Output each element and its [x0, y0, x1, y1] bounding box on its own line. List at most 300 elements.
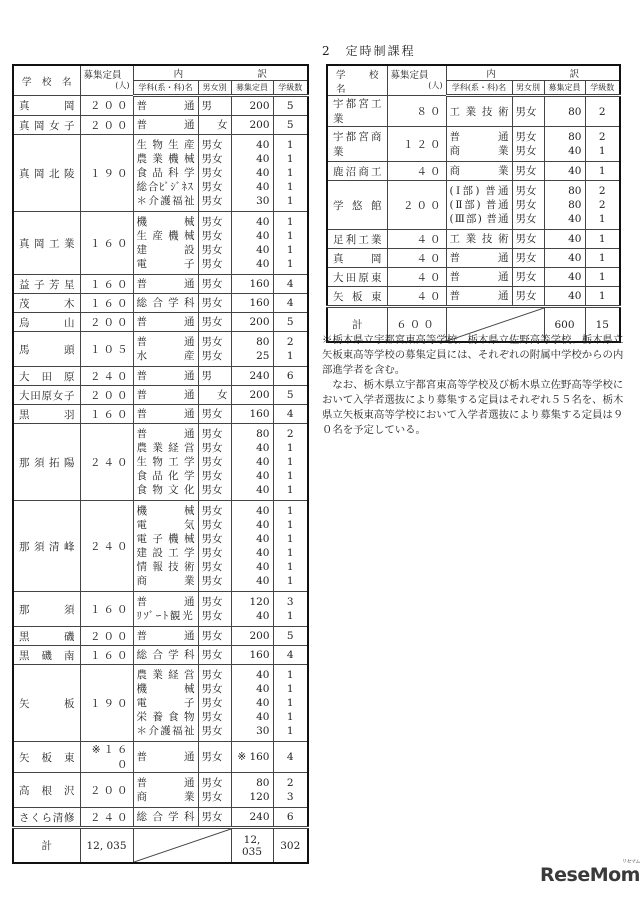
- total-label: 計: [327, 307, 387, 343]
- gender: 男女: [201, 610, 223, 622]
- dept-quota: 160: [249, 297, 270, 309]
- class-count: 1: [286, 470, 294, 482]
- dept-name-cell: [133, 424, 198, 501]
- header-breakdown-right: 訳: [257, 69, 267, 80]
- gender: 男女: [201, 697, 223, 709]
- school-capacity: ２００: [80, 313, 133, 332]
- dept-quota: 40: [568, 233, 582, 245]
- dept-name: 普通: [136, 119, 195, 131]
- gender: 男女: [201, 575, 223, 587]
- full-time-table: [12, 64, 309, 864]
- dept-name-cell: [133, 808, 198, 828]
- dept-name: 水産: [136, 350, 195, 362]
- class-count: 1: [598, 145, 606, 157]
- dept-name: 商業: [136, 575, 195, 587]
- school-name: 大田原女子: [13, 386, 80, 405]
- gender: 男女: [201, 811, 223, 823]
- dept-name: 電子: [136, 258, 195, 270]
- table-row: [327, 268, 620, 287]
- school-capacity: ２４０: [80, 501, 133, 592]
- class-count: 1: [286, 456, 294, 468]
- class-count: 1: [286, 216, 294, 228]
- class-count: 5: [286, 389, 294, 401]
- header-gender: 男女別: [198, 81, 231, 96]
- table-row: [13, 275, 308, 294]
- school-capacity: １６０: [80, 212, 133, 275]
- gender: 男女: [201, 408, 223, 420]
- dept-quota-cell: [231, 742, 273, 773]
- gender: 男女: [201, 139, 223, 151]
- dept-quota: 120: [249, 791, 270, 803]
- gender: 男女: [201, 258, 223, 270]
- class-count: 1: [598, 290, 606, 302]
- table-row: [13, 332, 308, 367]
- dept-name: 普通: [136, 630, 195, 642]
- gender: 男女: [515, 271, 537, 283]
- gender-cell: [198, 386, 231, 405]
- dept-name: 普通: [136, 278, 195, 290]
- dept-name: 総合学科: [136, 297, 195, 309]
- dept-quota-cell: [544, 181, 585, 230]
- dept-name: 普通: [449, 271, 509, 283]
- header-classes: 学級数: [585, 81, 620, 96]
- school-capacity: ２００: [80, 773, 133, 808]
- dept-name: ﾘｿﾞｰﾄ観光: [136, 610, 195, 622]
- dept-name-cell: [133, 367, 198, 386]
- school-capacity: ８０: [387, 96, 446, 127]
- class-count: 5: [286, 630, 294, 642]
- dept-name: 普通: [136, 751, 195, 763]
- header-breakdown: [446, 65, 620, 81]
- gender-cell: [512, 287, 544, 307]
- gender-cell: [198, 275, 231, 294]
- total-label: 計: [13, 828, 80, 864]
- dept-quota: 40: [256, 547, 270, 559]
- class-count: 2: [598, 199, 606, 211]
- class-count-cell: [585, 287, 620, 307]
- dept-name-cell: [446, 230, 512, 249]
- class-count-cell: [273, 367, 308, 386]
- dept-name: 工業技術: [449, 105, 509, 118]
- dept-name: 普通: [136, 316, 195, 328]
- dept-quota: 200: [249, 316, 270, 328]
- dept-quota: 40: [256, 683, 270, 695]
- dept-quota: 40: [256, 519, 270, 531]
- gender: 男女: [515, 185, 537, 197]
- gender-cell: [198, 405, 231, 424]
- dept-quota: 40: [256, 484, 270, 496]
- dept-quota: 40: [568, 252, 582, 264]
- dept-quota: 80: [568, 105, 582, 118]
- header-breakdown-left: 内: [486, 69, 496, 80]
- gender-cell: [512, 162, 544, 181]
- gender: 男女: [201, 683, 223, 695]
- class-count-cell: [585, 249, 620, 268]
- gender-cell: [512, 181, 544, 230]
- class-count: 5: [286, 100, 294, 112]
- gender: 男女: [201, 751, 223, 763]
- gender-cell: [512, 268, 544, 287]
- dept-name: ＊介護福祉: [136, 725, 195, 737]
- class-count: 1: [286, 258, 294, 270]
- school-name: 真岡北陵: [13, 135, 80, 212]
- class-count-cell: [585, 127, 620, 162]
- school-name: 那須: [13, 592, 80, 627]
- class-count: 1: [286, 519, 294, 531]
- class-count-cell: [273, 294, 308, 313]
- total-quota: 600: [544, 307, 585, 343]
- class-count: 1: [286, 697, 294, 709]
- class-count: 1: [286, 244, 294, 256]
- school-name: 大田原東: [327, 268, 387, 287]
- dept-name-cell: [446, 181, 512, 230]
- gender: 男女: [201, 777, 223, 789]
- school-capacity: １６０: [80, 592, 133, 627]
- dept-quota-cell: [231, 808, 273, 828]
- school-capacity: ※１６０: [80, 742, 133, 773]
- total-quota: 12, 035: [231, 828, 273, 864]
- gender: 女: [217, 389, 228, 401]
- table-row: [13, 212, 308, 275]
- dept-name-cell: [133, 773, 198, 808]
- school-capacity: １６０: [80, 275, 133, 294]
- class-count: 3: [286, 596, 294, 608]
- dept-quota: 40: [256, 470, 270, 482]
- gender: 男女: [515, 145, 537, 157]
- class-count-cell: [273, 405, 308, 424]
- gender: 男女: [201, 167, 223, 179]
- school-capacity: ２４０: [80, 367, 133, 386]
- dept-quota: 40: [256, 258, 270, 270]
- class-count-cell: [273, 627, 308, 646]
- dept-name: 食品化学: [136, 470, 195, 482]
- dept-name: (Ⅱ部) 普通: [449, 199, 509, 211]
- dept-name: 普通: [136, 428, 195, 440]
- header-capacity-unit: (人): [115, 80, 130, 90]
- school-capacity: ２４０: [80, 424, 133, 501]
- class-count: 1: [286, 350, 294, 362]
- table-row: [327, 249, 620, 268]
- dept-quota-cell: [544, 249, 585, 268]
- class-count: 1: [598, 213, 606, 225]
- class-count-cell: [273, 808, 308, 828]
- school-capacity: １９０: [80, 665, 133, 742]
- class-count: 2: [598, 131, 606, 143]
- gender-cell: [198, 627, 231, 646]
- dept-quota: 40: [256, 139, 270, 151]
- gender: 男女: [515, 213, 537, 225]
- table-row: [13, 627, 308, 646]
- dept-quota: 40: [568, 213, 582, 225]
- class-count-cell: [273, 313, 308, 332]
- class-count-cell: [585, 162, 620, 181]
- dept-name: 農業経営: [136, 442, 195, 454]
- class-count: 1: [598, 252, 606, 264]
- dept-quota-cell: [231, 135, 273, 212]
- school-capacity: ４０: [387, 249, 446, 268]
- table-row: [13, 313, 308, 332]
- dept-name-cell: [446, 127, 512, 162]
- dept-quota-cell: [544, 268, 585, 287]
- gender-cell: [198, 773, 231, 808]
- class-count: 6: [286, 370, 294, 382]
- logo-subtext: リセマム: [622, 859, 640, 865]
- table-row: [13, 665, 308, 742]
- dept-name-cell: [133, 742, 198, 773]
- gender: 男女: [201, 244, 223, 256]
- dept-name: 総合ﾋﾞｼﾞﾈｽ: [136, 181, 194, 193]
- dept-quota: 40: [256, 216, 270, 228]
- header-capacity-label: 募集定員: [83, 69, 122, 81]
- table-row: [13, 405, 308, 424]
- dept-quota: 40: [568, 290, 582, 302]
- header-gender: 男女別: [512, 81, 544, 96]
- dept-quota: 80: [568, 131, 582, 143]
- dept-quota: 40: [256, 561, 270, 573]
- dept-name-cell: [133, 665, 198, 742]
- dept-name-cell: [133, 135, 198, 212]
- total-capacity: ６００: [387, 307, 446, 343]
- gender: 男女: [515, 131, 537, 143]
- table-row: [13, 742, 308, 773]
- dept-quota-cell: [544, 96, 585, 127]
- dept-quota-cell: [231, 405, 273, 424]
- school-name: 矢板東: [327, 287, 387, 307]
- class-count: 1: [286, 139, 294, 151]
- header-capacity-label: 募集定員: [390, 69, 429, 81]
- gender: 男女: [201, 649, 223, 661]
- school-name: 馬頭: [13, 332, 80, 367]
- dept-quota: 120: [249, 596, 270, 608]
- table-row: [13, 646, 308, 665]
- dept-name: 機械: [136, 505, 195, 517]
- dept-name: 生物生産: [136, 139, 195, 151]
- dept-quota: ※ 160: [237, 751, 270, 763]
- school-name: 学悠館: [327, 181, 387, 230]
- dept-name-cell: [133, 96, 198, 116]
- dept-name-cell: [133, 646, 198, 665]
- part-time-table: [326, 64, 621, 343]
- dept-quota-cell: [231, 386, 273, 405]
- class-count: 1: [286, 230, 294, 242]
- dept-quota-cell: [231, 646, 273, 665]
- school-capacity: ２４０: [80, 808, 133, 828]
- dept-name-cell: [133, 627, 198, 646]
- dept-name: 電気: [136, 519, 195, 531]
- dept-name: 生物工学: [136, 456, 195, 468]
- gender: 男女: [515, 233, 537, 245]
- dept-name-cell: [133, 212, 198, 275]
- table-row: [327, 127, 620, 162]
- class-count-cell: [273, 332, 308, 367]
- gender-cell: [198, 665, 231, 742]
- gender: 男女: [515, 252, 537, 264]
- class-count: 2: [286, 336, 294, 348]
- dept-name: 普通: [449, 252, 509, 264]
- gender: 男女: [201, 484, 223, 496]
- dept-name-cell: [133, 294, 198, 313]
- school-capacity: ２００: [80, 627, 133, 646]
- gender: 男女: [201, 470, 223, 482]
- dept-quota-cell: [231, 367, 273, 386]
- dept-name: 食物文化: [136, 484, 195, 496]
- dept-name: 生産機械: [136, 230, 195, 242]
- class-count: 5: [286, 316, 294, 328]
- school-capacity: ４０: [387, 162, 446, 181]
- dept-quota: 40: [256, 442, 270, 454]
- class-count-cell: [273, 501, 308, 592]
- gender: 男女: [201, 216, 223, 228]
- gender: 男女: [515, 290, 537, 302]
- total-classes: 15: [585, 307, 620, 343]
- header-breakdown-right: 訳: [569, 69, 580, 80]
- class-count-cell: [585, 96, 620, 127]
- dept-name-cell: [446, 287, 512, 307]
- school-name: 黒磯: [13, 627, 80, 646]
- class-count: 1: [286, 711, 294, 723]
- dept-name: 機械: [136, 216, 195, 228]
- dept-name-cell: [133, 405, 198, 424]
- school-name: 鹿沼商工: [327, 162, 387, 181]
- dept-quota-cell: [231, 212, 273, 275]
- gender-cell: [198, 808, 231, 828]
- dept-quota: 160: [249, 649, 270, 661]
- header-dept: 学科(系・科)名: [446, 81, 512, 96]
- dept-name: 電子機械: [136, 533, 195, 545]
- class-count: 1: [286, 442, 294, 454]
- dept-name: (Ⅰ部) 普通: [449, 185, 509, 197]
- class-count: 1: [286, 683, 294, 695]
- school-capacity: ２００: [80, 386, 133, 405]
- dept-name: (Ⅲ部) 普通: [449, 213, 509, 225]
- dept-name: 普通: [136, 596, 195, 608]
- dept-quota: 40: [256, 244, 270, 256]
- dept-name: 商業: [449, 145, 509, 157]
- gender: 男女: [201, 711, 223, 723]
- class-count: 1: [286, 153, 294, 165]
- header-breakdown-label: [137, 66, 305, 80]
- dept-name: 総合学科: [136, 811, 195, 823]
- table-row: [13, 96, 308, 116]
- gender-cell: [198, 501, 231, 592]
- class-count-cell: [273, 275, 308, 294]
- gender: 男女: [201, 428, 223, 440]
- gender-cell: [198, 116, 231, 135]
- table-row: [327, 96, 620, 127]
- school-name: 足利工業: [327, 230, 387, 249]
- gender: 男女: [201, 316, 223, 328]
- school-name: 矢板東: [13, 742, 80, 773]
- table-row: [13, 116, 308, 135]
- class-count: 1: [286, 181, 294, 193]
- dept-quota-cell: [231, 501, 273, 592]
- gender-cell: [198, 332, 231, 367]
- gender: 男女: [201, 791, 223, 803]
- gender: 男女: [201, 153, 223, 165]
- class-count-cell: [273, 386, 308, 405]
- class-count: 1: [598, 165, 606, 177]
- dept-quota-cell: [231, 96, 273, 116]
- gender: 男女: [201, 297, 223, 309]
- gender-cell: [198, 294, 231, 313]
- dept-name-cell: [133, 116, 198, 135]
- school-name: 茂木: [13, 294, 80, 313]
- gender: 男女: [201, 519, 223, 531]
- gender: 男女: [201, 278, 223, 290]
- school-capacity: １０５: [80, 332, 133, 367]
- dept-quota-cell: [544, 287, 585, 307]
- class-count-cell: [273, 592, 308, 627]
- gender: 男女: [201, 725, 223, 737]
- total-classes: 302: [273, 828, 308, 864]
- footnote-paragraph: なお、栃木県立宇都宮東高等学校及び栃木県立佐野高等学校において入学者選抜により募集する定員はそれぞれ５５名を、栃木県立矢板東高等学校において入学者選抜により募集する定員は９０名を予定している。: [322, 379, 624, 436]
- table-row: [13, 294, 308, 313]
- class-count-cell: [273, 96, 308, 116]
- class-count: 6: [286, 811, 294, 823]
- school-capacity: １２０: [387, 127, 446, 162]
- dept-name-cell: [133, 313, 198, 332]
- gender-cell: [198, 592, 231, 627]
- school-name: 高根沢: [13, 773, 80, 808]
- class-count: 3: [286, 791, 294, 803]
- class-count: 1: [286, 484, 294, 496]
- gender: 男女: [515, 105, 537, 118]
- dept-name: 普通: [136, 336, 195, 348]
- dept-quota: 160: [249, 408, 270, 420]
- school-name: さくら清修: [13, 808, 80, 828]
- header-capacity: [80, 65, 133, 96]
- table-row: [13, 773, 308, 808]
- table-row: [13, 592, 308, 627]
- gender: 男女: [201, 456, 223, 468]
- dept-name: 電子: [136, 697, 195, 709]
- header-breakdown-label: [450, 66, 617, 80]
- table-row: [13, 424, 308, 501]
- school-capacity: ４０: [387, 230, 446, 249]
- total-diagonal: [133, 828, 231, 864]
- class-count: 4: [286, 751, 294, 763]
- class-count: 1: [286, 575, 294, 587]
- dept-quota: 80: [568, 185, 582, 197]
- gender: 男女: [201, 336, 223, 348]
- dept-quota: 160: [249, 278, 270, 290]
- gender: 女: [217, 119, 228, 131]
- class-count: 1: [286, 547, 294, 559]
- class-count-cell: [273, 135, 308, 212]
- gender-cell: [198, 742, 231, 773]
- school-name: 那須清峰: [13, 501, 80, 592]
- dept-name: 普通: [136, 370, 195, 382]
- class-count: 2: [598, 185, 606, 197]
- dept-quota-cell: [231, 332, 273, 367]
- dept-name: 普通: [449, 290, 509, 302]
- dept-name: 栄養食物: [136, 711, 195, 723]
- class-count: 4: [286, 297, 294, 309]
- class-count: 1: [286, 561, 294, 573]
- gender: 男: [201, 100, 212, 112]
- dept-name: 建設工学: [136, 547, 195, 559]
- dept-name: 普通: [449, 131, 509, 143]
- dept-quota: 40: [256, 697, 270, 709]
- dept-quota: 40: [256, 505, 270, 517]
- header-breakdown: [133, 65, 308, 81]
- header-school: 学 校 名: [327, 65, 387, 96]
- gender: 男女: [201, 181, 223, 193]
- gender-cell: [198, 646, 231, 665]
- school-name: 真岡工業: [13, 212, 80, 275]
- dept-quota: 40: [568, 271, 582, 283]
- dept-name: 普通: [136, 389, 195, 401]
